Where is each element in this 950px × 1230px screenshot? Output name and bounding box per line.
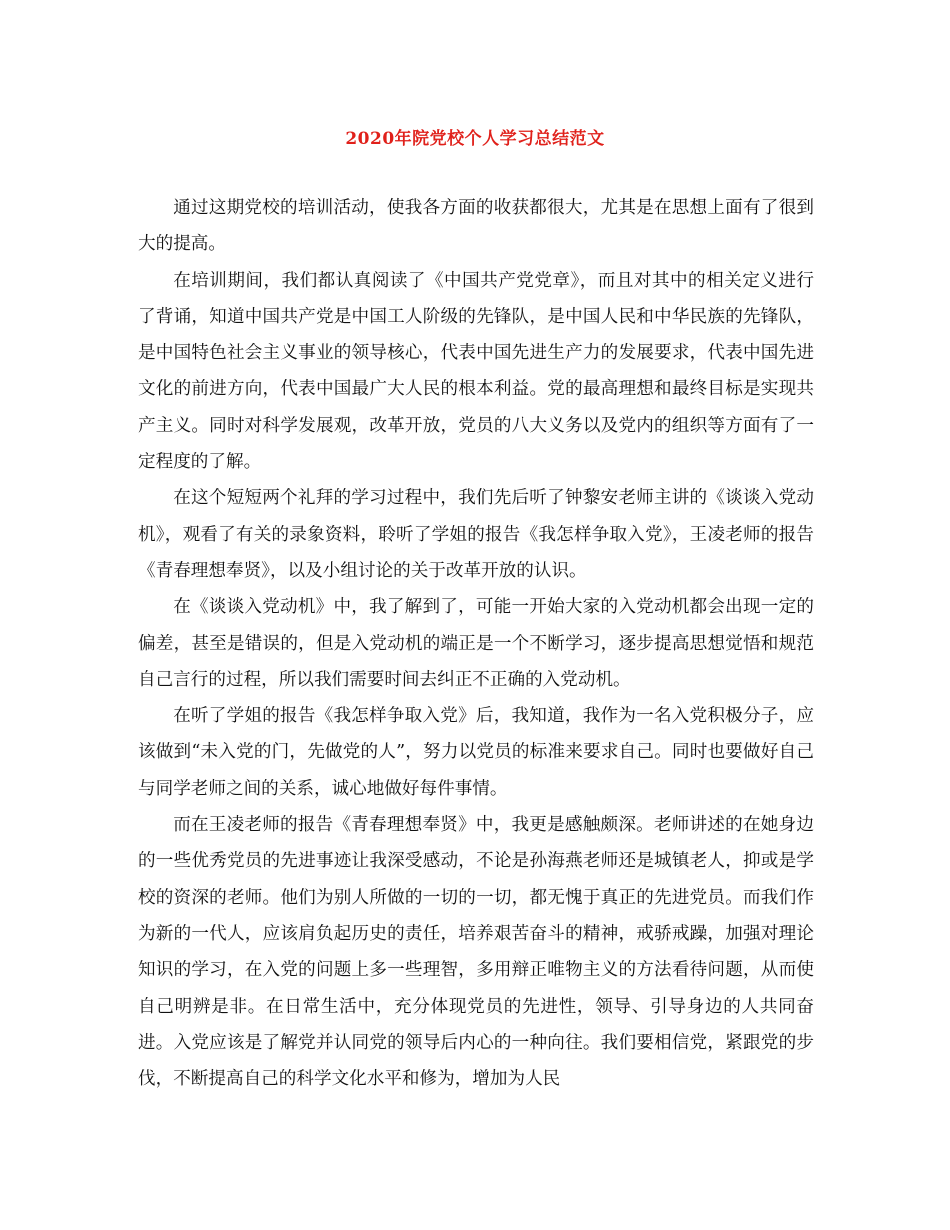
- document-title: 2020年院党校个人学习总结范文: [345, 129, 605, 149]
- document-body: [138, 190, 814, 1097]
- paragraph-3: 在这个短短两个礼拜的学习过程中，我们先后听了钟黎安老师主讲的《谈谈入党动机》，观看了有关的录象资料，聆听了学姐的报告《我怎样争取入党》，王凌老师的报告《青春理想奉贤》，以及小组讨论的关于改革开放的认识。: [138, 488, 814, 581]
- paragraph-4: 在《谈谈入党动机》中，我了解到了，可能一开始大家的入党动机都会出现一定的偏差，甚至是错误的，但是入党动机的端正是一个不断学习，逐步提高思想觉悟和规范自己言行的过程，所以我们需要时间去纠正不正确的入党动机。: [138, 597, 814, 690]
- paragraph-1: 通过这期党校的培训活动，使我各方面的收获都很大，尤其是在思想上面有了很到大的提高。: [138, 198, 814, 255]
- paragraph-5: 在听了学姐的报告《我怎样争取入党》后，我知道，我作为一名入党积极分子，应该做到“未入党的门，先做党的人”，努力以党员的标准来要求自己。同时也要做好自己与同学老师之间的关系，诚心地做好每件事情。: [138, 706, 814, 799]
- paragraph-2: 在培训期间，我们都认真阅读了《中国共产党党章》，而且对其中的相关定义进行了背诵，知道中国共产党是中国工人阶级的先锋队，是中国人民和中华民族的先锋队，是中国特色社会主义事业的领导核心，代表中国先进生产力的发展要求，代表中国先进文化的前进方向，代表中国最广大人民的根本利益。党的最高理想和最终目标是实现共产主义。同时对科学发展观，改革开放，党员的八大义务以及党内的组织等方面有了一定程度的了解。: [138, 270, 814, 473]
- paragraph-6: 而在王凌老师的报告《青春理想奉贤》中，我更是感触颇深。老师讲述的在她身边的一些优秀党员的先进事迹让我深受感动，不论是孙海燕老师还是城镇老人，抑或是学校的资深的老师。他们为别人所做的一切的一切，都无愧于真正的先进党员。而我们作为新的一代人，应该肩负起历史的责任，培养艰苦奋斗的精神，戒骄戒躁，加强对理论知识的学习，在入党的问题上多一些理智，多用辩正唯物主义的方法看待问题，从而使自己明辨是非。在日常生活中，充分体现党员的先进性，领导、引导身边的人共同奋进。入党应该是了解党并认同党的领导后内心的一种向往。我们要相信党，紧跟党的步伐，不断提高自己的科学文化水平和修为，增加为人民: [138, 815, 814, 1090]
